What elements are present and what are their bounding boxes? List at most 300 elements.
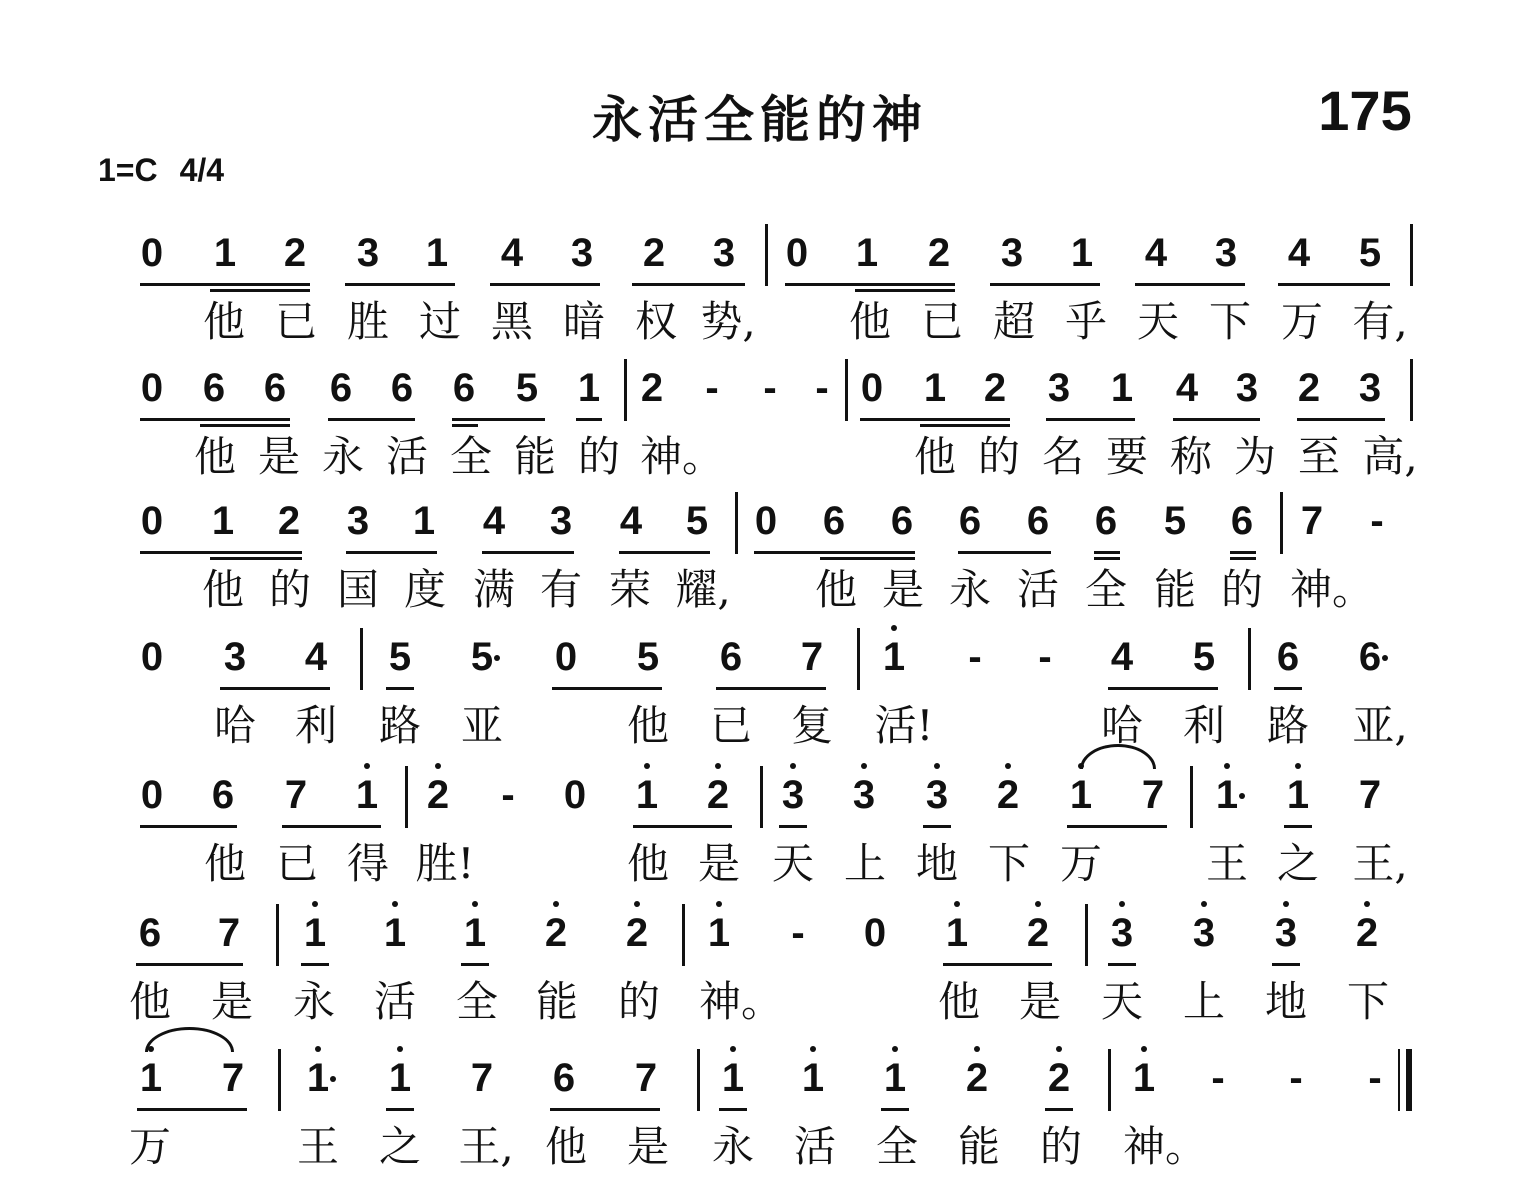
barline xyxy=(1108,1049,1111,1111)
note-digit: 6 xyxy=(211,773,235,817)
lyric-syllable: 胜 xyxy=(346,297,389,346)
octave-dot xyxy=(716,901,722,907)
lyric-syllable: 耀, xyxy=(675,565,731,614)
lyric-syllable: 的 xyxy=(1039,1122,1082,1171)
lyric-syllable: 乎 xyxy=(1064,297,1107,346)
lyric-syllable: 胜! xyxy=(415,839,475,888)
note-digit: 6 xyxy=(890,499,914,543)
augmentation-dot xyxy=(494,655,500,661)
octave-dot xyxy=(715,763,721,769)
lyric-syllable: 王, xyxy=(458,1122,514,1171)
lyric-syllable: 上 xyxy=(1182,977,1225,1026)
lyric-syllable: 已 xyxy=(274,297,317,346)
note-digit: 3 xyxy=(1000,231,1024,275)
lyric-syllable: 利 xyxy=(1182,701,1225,750)
note-digit: 5 xyxy=(388,635,412,679)
lyric-syllable: 满 xyxy=(472,565,515,614)
underline-eighth xyxy=(386,687,414,690)
underline-sixteenth xyxy=(820,557,915,560)
lyric-syllable: 为 xyxy=(1233,432,1276,481)
note-digit: 5 xyxy=(1163,499,1187,543)
note-digit: 1 xyxy=(298,1055,338,1101)
lyric-syllable: 全 xyxy=(455,977,498,1026)
dash-extension: - xyxy=(1368,1056,1382,1100)
time-signature: 4/4 xyxy=(179,152,225,188)
underline-eighth xyxy=(140,551,302,554)
note-digit: 1 xyxy=(347,772,387,818)
note-digit: 3 xyxy=(549,499,573,543)
lyric-syllable: 权 xyxy=(634,297,677,346)
note-digit: 6 xyxy=(452,366,476,410)
note-digit: 1 xyxy=(713,1055,753,1101)
lyric-syllable: 超 xyxy=(992,297,1035,346)
note-digit: 7 xyxy=(1141,773,1165,817)
lyric-syllable: 已 xyxy=(920,297,963,346)
note-digit: 2 xyxy=(642,231,666,275)
note-digit: 6 xyxy=(1230,499,1254,543)
note-digit: 7 xyxy=(221,1056,245,1100)
underline-eighth xyxy=(1046,418,1135,421)
note-digit: 0 xyxy=(563,773,587,817)
final-barline-thick xyxy=(1406,1049,1412,1111)
underline-eighth xyxy=(633,825,732,828)
note-digit: 2 xyxy=(983,366,1007,410)
underline-eighth xyxy=(990,283,1100,286)
note-digit: 6 xyxy=(202,366,226,410)
lyric-syllable: 他 xyxy=(937,977,980,1026)
underline-eighth xyxy=(1108,687,1218,690)
underline-eighth xyxy=(1173,418,1260,421)
dash-extension: - xyxy=(968,635,982,679)
octave-dot xyxy=(730,1046,736,1052)
lyric-syllable: 路 xyxy=(1266,701,1309,750)
note-digit: 1 xyxy=(1278,772,1318,818)
underline-eighth xyxy=(345,283,455,286)
underline-eighth xyxy=(452,418,545,421)
underline-eighth xyxy=(860,418,1010,421)
underline-eighth xyxy=(754,551,915,554)
note-digit: 1 xyxy=(295,910,335,956)
dash-extension: - xyxy=(815,366,829,410)
underline-sixteenth xyxy=(210,289,310,292)
underline-eighth xyxy=(301,963,329,966)
hymn-title: 永活全能的神 xyxy=(592,91,928,149)
final-barline-thin xyxy=(1398,1049,1400,1111)
lyric-syllable: 永 xyxy=(321,432,364,481)
score-system xyxy=(0,634,1530,774)
note-digit: 0 xyxy=(140,366,164,410)
note-digit: 1 xyxy=(699,910,739,956)
lyric-syllable: 天 xyxy=(771,839,814,888)
note-digit: 1 xyxy=(874,634,914,680)
octave-dot xyxy=(472,901,478,907)
octave-dot xyxy=(1005,763,1011,769)
underline-eighth xyxy=(140,418,290,421)
underline-sixteenth xyxy=(452,424,478,427)
note-digit: 2 xyxy=(698,772,738,818)
score-system xyxy=(0,365,1530,505)
underline-sixteenth xyxy=(920,424,1010,427)
lyric-syllable: 的 xyxy=(268,565,311,614)
lyric-syllable: 他 xyxy=(626,839,669,888)
lyric-syllable: 下 xyxy=(1208,297,1251,346)
barline xyxy=(624,359,627,421)
note-digit: 6 xyxy=(329,366,353,410)
note-digit: 1 xyxy=(380,1055,420,1101)
octave-dot xyxy=(810,1046,816,1052)
score-system xyxy=(0,1055,1530,1195)
note-digit: 0 xyxy=(140,773,164,817)
note-digit: 1 xyxy=(1124,1055,1164,1101)
underline-eighth xyxy=(1067,825,1167,828)
hymn-number: 175 xyxy=(1318,79,1412,142)
underline-eighth xyxy=(958,551,1051,554)
lyric-syllable: 是 xyxy=(697,839,740,888)
note-digit: 2 xyxy=(283,231,307,275)
dash-extension: - xyxy=(1211,1056,1225,1100)
note-digit: 0 xyxy=(554,635,578,679)
note-digit: 0 xyxy=(754,499,778,543)
barline xyxy=(735,492,738,554)
note-digit: 3 xyxy=(1184,910,1224,956)
score-system xyxy=(0,230,1530,370)
lyric-syllable: 有 xyxy=(539,565,582,614)
note-digit: 0 xyxy=(785,231,809,275)
key: 1=C xyxy=(98,152,158,188)
barline xyxy=(765,224,768,286)
barline xyxy=(278,1049,281,1111)
underline-eighth xyxy=(552,687,662,690)
note-digit: 1 xyxy=(213,231,237,275)
underline-eighth xyxy=(779,825,807,828)
lyric-syllable: 万 xyxy=(1059,839,1102,888)
octave-dot xyxy=(435,763,441,769)
lyric-syllable: 他 xyxy=(626,701,669,750)
augmentation-dot xyxy=(1382,655,1388,661)
barline xyxy=(760,766,763,828)
barline xyxy=(697,1049,700,1111)
lyric-syllable: 过 xyxy=(418,297,461,346)
octave-dot xyxy=(1141,1046,1147,1052)
underline-eighth xyxy=(716,687,826,690)
underline-eighth xyxy=(386,1108,414,1111)
note-digit: 1 xyxy=(211,499,235,543)
underline-eighth xyxy=(140,825,237,828)
lyric-syllable: 他 xyxy=(193,432,236,481)
underline-eighth xyxy=(1272,963,1300,966)
note-digit: 5 xyxy=(515,366,539,410)
note-digit: 6 xyxy=(958,499,982,543)
underline-eighth xyxy=(1278,283,1390,286)
note-digit: 7 xyxy=(800,635,824,679)
note-digit: 2 xyxy=(1039,1055,1079,1101)
underline-eighth xyxy=(140,283,310,286)
note-digit: 4 xyxy=(1110,635,1134,679)
note-digit: 3 xyxy=(1214,231,1238,275)
lyric-syllable: 全 xyxy=(875,1122,918,1171)
note-digit: 7 xyxy=(284,773,308,817)
lyric-syllable: 之 xyxy=(1276,839,1319,888)
lyric-syllable: 要 xyxy=(1105,432,1148,481)
lyric-syllable: 他 xyxy=(202,297,245,346)
note-digit: 5 xyxy=(1192,635,1216,679)
barline xyxy=(857,628,860,690)
octave-dot xyxy=(364,763,370,769)
underline-eighth xyxy=(220,687,330,690)
note-digit: 1 xyxy=(1061,772,1101,818)
barline xyxy=(405,766,408,828)
note-digit: 1 xyxy=(425,231,449,275)
dash-extension: - xyxy=(501,773,515,817)
note-digit: 3 xyxy=(712,231,736,275)
barline xyxy=(682,904,685,966)
barline xyxy=(1190,766,1193,828)
lyric-syllable: 全 xyxy=(449,432,492,481)
barline xyxy=(1410,224,1413,286)
note-digit: 1 xyxy=(375,910,415,956)
lyric-syllable: 神。 xyxy=(699,977,784,1026)
note-digit: 3 xyxy=(844,772,884,818)
lyric-syllable: 暗 xyxy=(562,297,605,346)
lyric-syllable: 活 xyxy=(1016,565,1059,614)
note-digit: 2 xyxy=(418,772,458,818)
lyric-syllable: 是 xyxy=(626,1122,669,1171)
key-signature xyxy=(98,152,224,189)
note-digit: 2 xyxy=(640,366,664,410)
lyric-syllable: 有, xyxy=(1352,297,1408,346)
note-digit: 1 xyxy=(875,1055,915,1101)
lyric-syllable: 神。 xyxy=(1123,1122,1208,1171)
barline xyxy=(276,904,279,966)
underline-eighth xyxy=(346,551,437,554)
note-digit: 3 xyxy=(1266,910,1306,956)
note-digit: 3 xyxy=(346,499,370,543)
note-digit: 0 xyxy=(140,635,164,679)
lyric-syllable: 能 xyxy=(1153,565,1196,614)
lyric-syllable: 活 xyxy=(373,977,416,1026)
lyric-syllable: 哈 xyxy=(1100,701,1143,750)
note-digit: 2 xyxy=(277,499,301,543)
note-digit: 7 xyxy=(1358,773,1382,817)
barline xyxy=(845,359,848,421)
lyric-syllable: 地 xyxy=(1264,977,1307,1026)
lyric-syllable: 天 xyxy=(1100,977,1143,1026)
note-digit: 0 xyxy=(860,366,884,410)
barline xyxy=(1410,359,1413,421)
augmentation-dot xyxy=(1239,793,1245,799)
note-digit: 3 xyxy=(773,772,813,818)
lyric-syllable: 的 xyxy=(1220,565,1263,614)
lyric-syllable: 得 xyxy=(346,839,389,888)
note-digit: 6 xyxy=(552,1056,576,1100)
note-digit: 7 xyxy=(634,1056,658,1100)
lyric-syllable: 能 xyxy=(957,1122,1000,1171)
octave-dot xyxy=(315,1046,321,1052)
underline-sixteenth xyxy=(200,424,290,427)
note-digit: 6 xyxy=(390,366,414,410)
underline-eighth xyxy=(632,283,745,286)
octave-dot xyxy=(392,901,398,907)
underline-eighth xyxy=(482,551,574,554)
underline-eighth xyxy=(1135,283,1245,286)
note-digit: 0 xyxy=(863,911,887,955)
octave-dot xyxy=(1035,901,1041,907)
octave-dot xyxy=(634,901,640,907)
underline-eighth xyxy=(785,283,955,286)
note-digit: 2 xyxy=(1347,910,1387,956)
note-digit: 4 xyxy=(304,635,328,679)
lyric-syllable: 能 xyxy=(535,977,578,1026)
lyric-syllable: 活! xyxy=(874,701,934,750)
note-digit: 5 xyxy=(1358,231,1382,275)
lyric-syllable: 全 xyxy=(1084,565,1127,614)
note-digit: 5 xyxy=(636,635,660,679)
lyric-syllable: 的 xyxy=(577,432,620,481)
barline xyxy=(360,628,363,690)
lyric-syllable: 他 xyxy=(913,432,956,481)
note-digit: 4 xyxy=(482,499,506,543)
note-digit: 2 xyxy=(1018,910,1058,956)
underline-sixteenth xyxy=(855,289,955,292)
note-digit: 2 xyxy=(617,910,657,956)
octave-dot xyxy=(312,901,318,907)
underline-eighth xyxy=(881,1108,909,1111)
underline-eighth xyxy=(137,1108,247,1111)
lyric-syllable: 上 xyxy=(843,839,886,888)
note-digit: 1 xyxy=(923,366,947,410)
lyric-syllable: 活 xyxy=(385,432,428,481)
lyric-syllable: 荣 xyxy=(608,565,651,614)
note-digit: 1 xyxy=(627,772,667,818)
lyric-syllable: 王 xyxy=(296,1122,339,1171)
lyric-syllable: 的 xyxy=(617,977,660,1026)
lyric-syllable: 利 xyxy=(294,701,337,750)
lyric-syllable: 神。 xyxy=(1290,565,1375,614)
lyric-syllable: 复 xyxy=(790,701,833,750)
lyric-syllable: 名 xyxy=(1041,432,1084,481)
note-digit: 2 xyxy=(1297,366,1321,410)
lyric-syllable: 他 xyxy=(128,977,171,1026)
octave-dot xyxy=(954,901,960,907)
note-digit: 3 xyxy=(1047,366,1071,410)
note-digit: 6 xyxy=(263,366,287,410)
octave-dot xyxy=(861,763,867,769)
underline-eighth xyxy=(719,1108,747,1111)
octave-dot xyxy=(891,625,897,631)
lyric-syllable: 万 xyxy=(1280,297,1323,346)
lyric-syllable: 他 xyxy=(201,565,244,614)
note-digit: 7 xyxy=(470,1056,494,1100)
lyric-syllable: 王, xyxy=(1352,839,1408,888)
dash-extension: - xyxy=(763,366,777,410)
note-digit: 6 xyxy=(719,635,743,679)
lyric-syllable: 他 xyxy=(544,1122,587,1171)
lyric-syllable: 神。 xyxy=(640,432,725,481)
note-digit: 7 xyxy=(1300,499,1324,543)
augmentation-dot xyxy=(330,1076,336,1082)
note-digit: 0 xyxy=(140,499,164,543)
lyric-syllable: 下 xyxy=(1346,977,1389,1026)
underline-eighth xyxy=(1230,551,1256,554)
note-digit: 2 xyxy=(536,910,576,956)
octave-dot xyxy=(1056,1046,1062,1052)
lyric-syllable: 亚, xyxy=(1352,701,1408,750)
octave-dot xyxy=(1283,901,1289,907)
lyric-syllable: 他 xyxy=(203,839,246,888)
note-digit: 1 xyxy=(577,366,601,410)
octave-dot xyxy=(553,901,559,907)
lyric-syllable: 亚 xyxy=(460,701,503,750)
note-digit: 3 xyxy=(1358,366,1382,410)
note-digit: 3 xyxy=(223,635,247,679)
note-digit: 6 xyxy=(1094,499,1118,543)
underline-eighth xyxy=(1284,825,1312,828)
octave-dot xyxy=(974,1046,980,1052)
note-digit: 6 xyxy=(1026,499,1050,543)
note-digit: 6 xyxy=(822,499,846,543)
note-digit: 2 xyxy=(988,772,1028,818)
underline-eighth xyxy=(1094,551,1120,554)
note-digit: 1 xyxy=(855,231,879,275)
underline-eighth xyxy=(576,418,602,421)
lyric-syllable: 能 xyxy=(513,432,556,481)
note-digit: 3 xyxy=(1235,366,1259,410)
octave-dot xyxy=(790,763,796,769)
octave-dot xyxy=(1364,901,1370,907)
note-digit: 7 xyxy=(217,911,241,955)
score-system xyxy=(0,910,1530,1050)
octave-dot xyxy=(1295,763,1301,769)
underline-eighth xyxy=(490,283,600,286)
note-digit: 6 xyxy=(138,911,162,955)
underline-sixteenth xyxy=(1230,557,1256,560)
underline-eighth xyxy=(923,825,951,828)
dash-extension: - xyxy=(705,366,719,410)
lyric-syllable: 国 xyxy=(336,565,379,614)
octave-dot xyxy=(397,1046,403,1052)
note-digit: 1 xyxy=(793,1055,833,1101)
note-digit: 4 xyxy=(1144,231,1168,275)
lyric-syllable: 永 xyxy=(948,565,991,614)
lyric-syllable: 已 xyxy=(709,701,752,750)
lyric-syllable: 天 xyxy=(1136,297,1179,346)
note-digit: 4 xyxy=(1175,366,1199,410)
note-digit: 4 xyxy=(1287,231,1311,275)
lyric-syllable: 度 xyxy=(403,565,446,614)
lyric-syllable: 是 xyxy=(881,565,924,614)
note-digit: 1 xyxy=(412,499,436,543)
underline-eighth xyxy=(550,1108,660,1111)
score-system xyxy=(0,772,1530,912)
lyric-syllable: 活 xyxy=(793,1122,836,1171)
barline xyxy=(1280,492,1283,554)
lyric-syllable: 之 xyxy=(378,1122,421,1171)
note-digit: 4 xyxy=(500,231,524,275)
note-digit: 1 xyxy=(131,1055,171,1101)
note-digit: 5 xyxy=(685,499,709,543)
underline-eighth xyxy=(1045,1108,1073,1111)
lyric-syllable: 下 xyxy=(987,839,1030,888)
underline-eighth xyxy=(328,418,415,421)
lyric-syllable: 王 xyxy=(1205,839,1248,888)
note-digit: 6 xyxy=(1276,635,1300,679)
lyric-syllable: 已 xyxy=(275,839,318,888)
lyric-syllable: 高, xyxy=(1362,432,1418,481)
octave-dot xyxy=(1201,901,1207,907)
note-digit: 1 xyxy=(455,910,495,956)
note-digit: 2 xyxy=(957,1055,997,1101)
lyric-syllable: 地 xyxy=(915,839,958,888)
